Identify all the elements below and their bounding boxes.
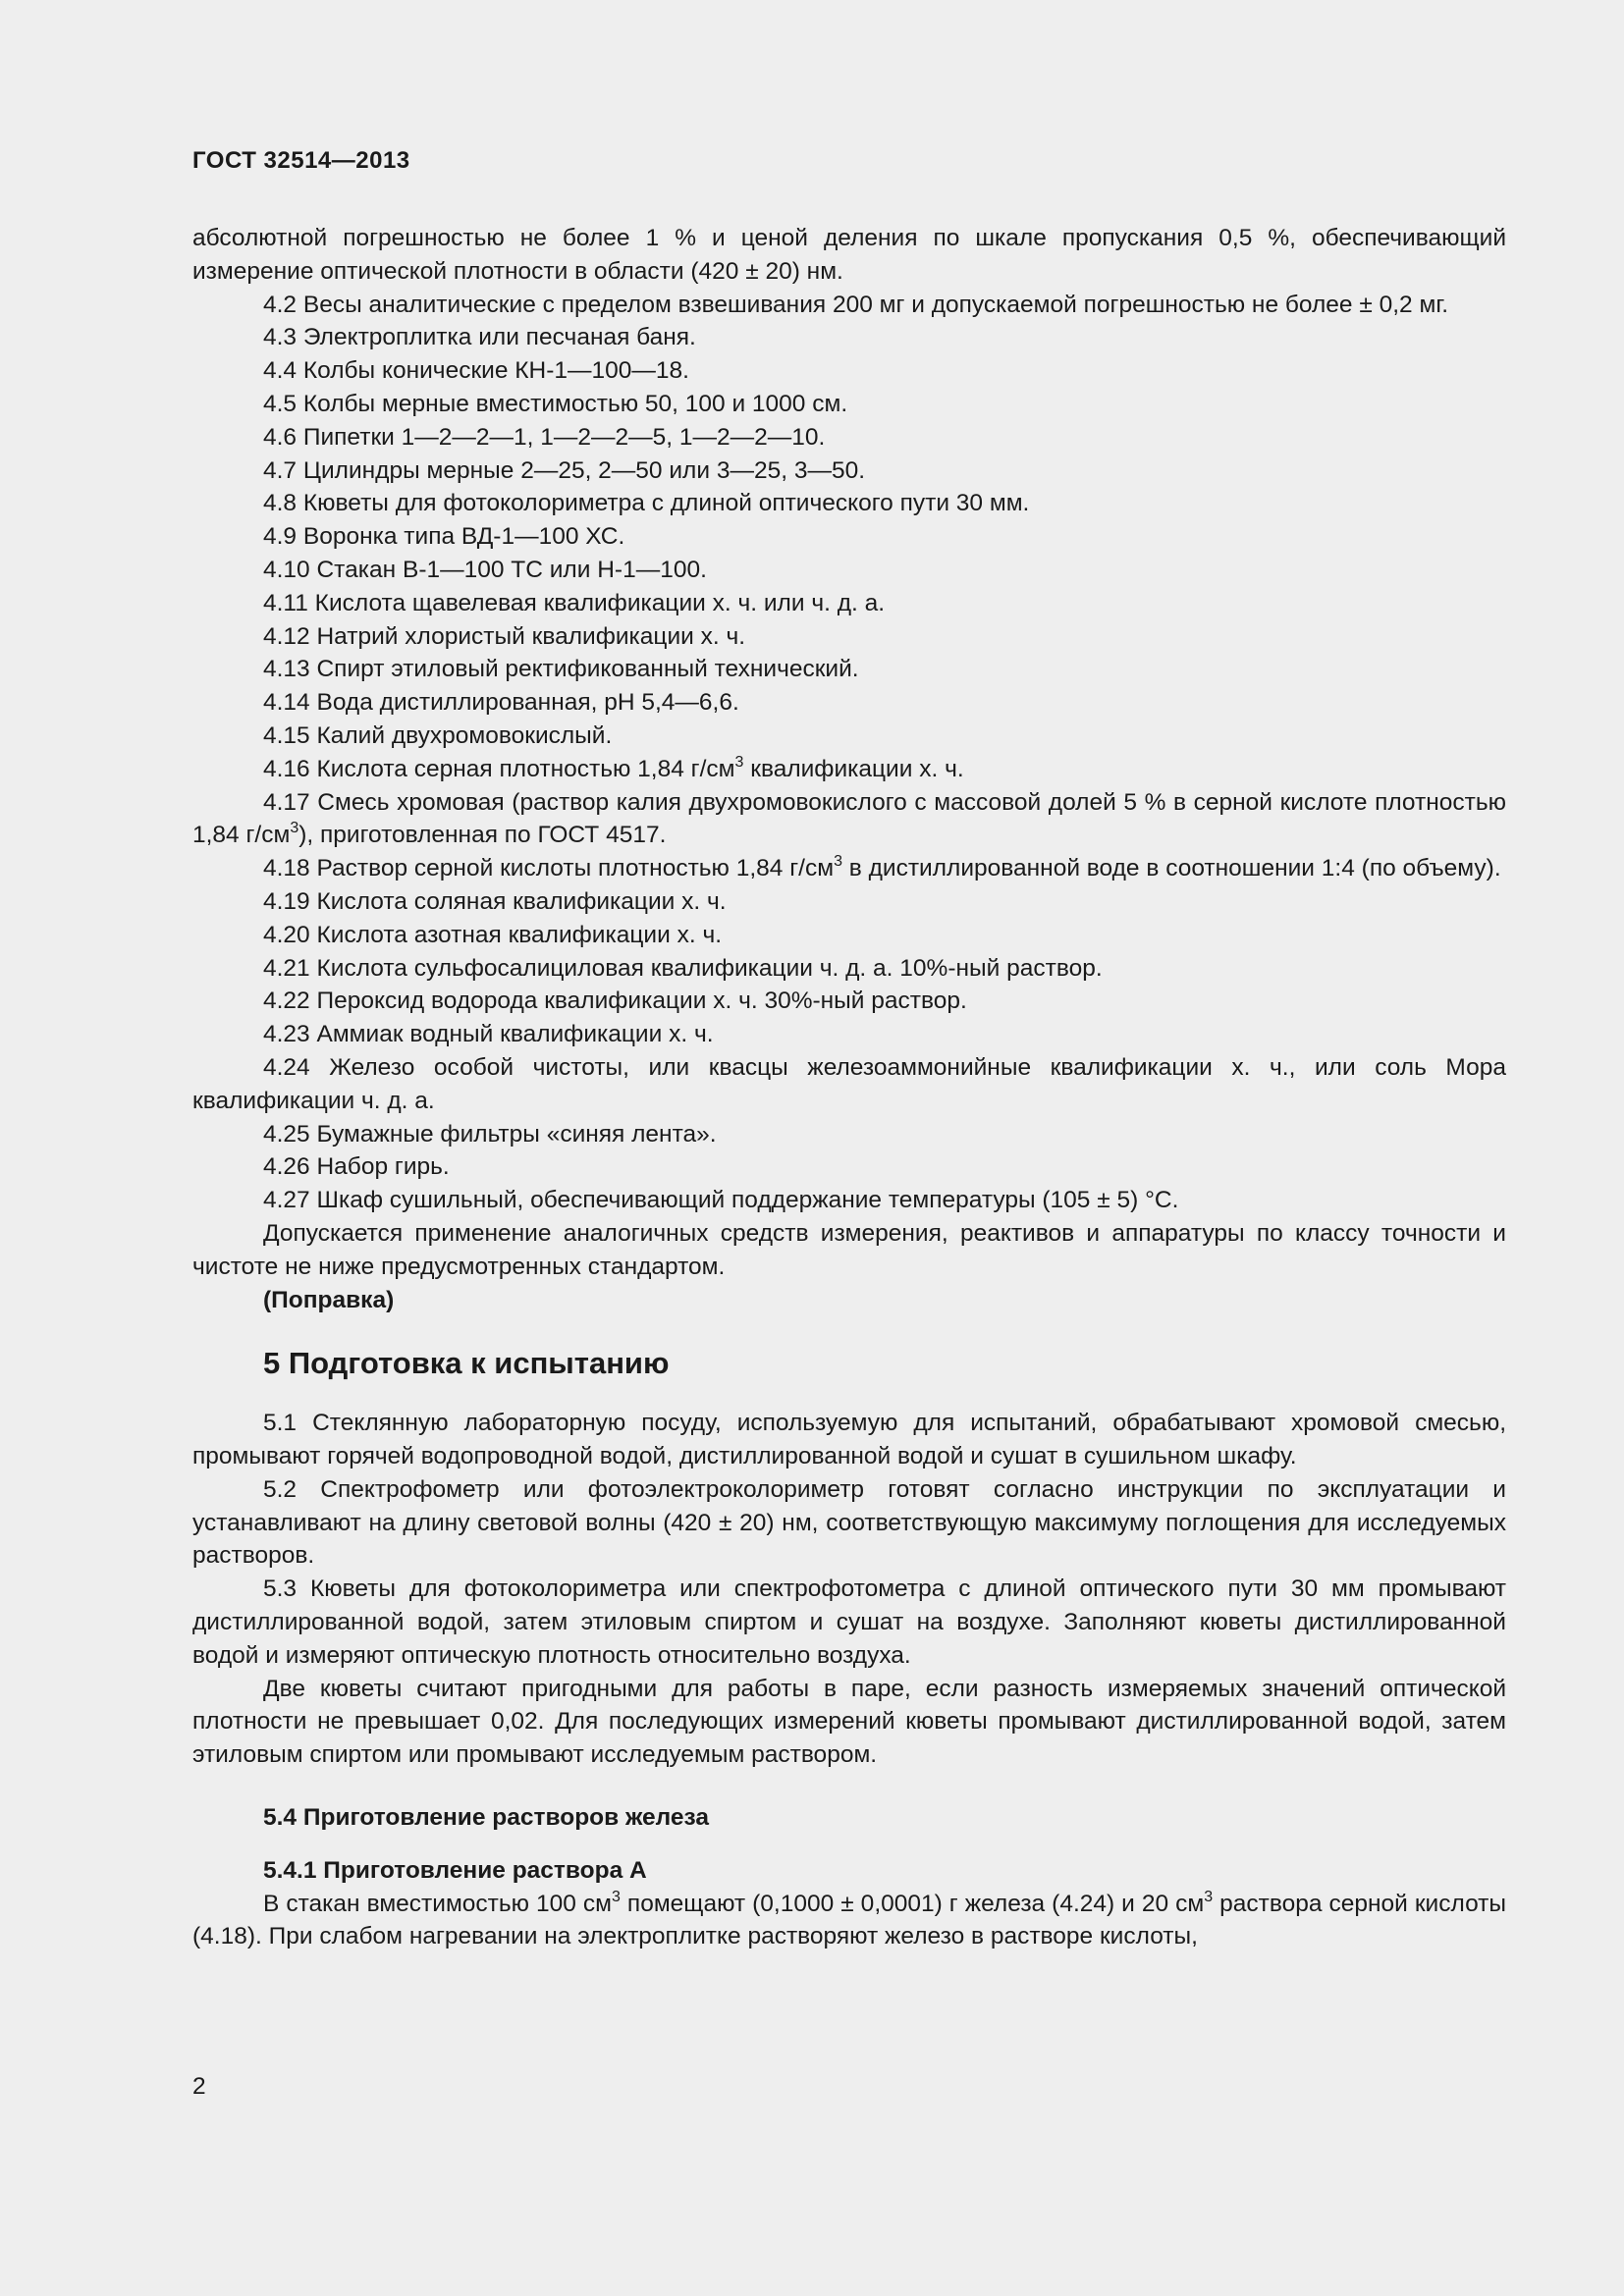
superscript: 3 (734, 753, 744, 771)
list-item: 4.13 Спирт этиловый ректификованный технический. (263, 656, 859, 683)
paragraph: 5.3 Кюветы для фотоколориметра или спектрофотометра с длиной оптического пути 30 мм промывают дистиллированной водой, затем этиловым спиртом и сушат на воздухе. Заполняют кюветы дистиллированной водой и измеряют оптическую плотность относительно воздуха. (192, 1575, 1506, 1669)
list-item: 4.8 Кюветы для фотоколориметра с длиной оптического пути 30 мм. (263, 490, 1030, 517)
correction-note: (Поправка) (263, 1286, 395, 1313)
paragraph: абсолютной погрешностью не более 1 % и ценой деления по шкале пропускания 0,5 %, обеспечивающий измерение оптической плотности в области (420 ± 20) нм. (192, 225, 1506, 285)
list-item: 4.12 Натрий хлористый квалификации х. ч. (263, 622, 746, 650)
list-item: 4.10 Стакан В-1—100 ТС или Н-1—100. (263, 556, 707, 583)
list-item: 4.5 Колбы мерные вместимостью 50, 100 и 1000 см. (263, 390, 848, 417)
list-item: 4.9 Воронка типа ВД-1—100 ХС. (263, 523, 625, 551)
document-header: ГОСТ 32514—2013 (192, 147, 410, 174)
list-item: 4.26 Набор гирь. (263, 1153, 450, 1181)
list-item: 4.22 Пероксид водорода квалификации х. ч. 30%-ный раствор. (263, 988, 967, 1015)
list-item: 4.27 Шкаф сушильный, обеспечивающий поддержание температуры (105 ± 5) °С. (263, 1187, 1179, 1214)
text: В стакан вместимостью 100 см (263, 1890, 613, 1917)
list-item: 4.14 Вода дистиллированная, pH 5,4—6,6. (263, 689, 739, 717)
paragraph: Две кюветы считают пригодными для работы в паре, если разность измеряемых значений оптической плотности не превышает 0,02. Для последующих измерений кюветы промывают дистиллированной водой, затем этиловым спиртом или промывают исследуемым раствором. (192, 1675, 1506, 1769)
list-item (192, 753, 1506, 786)
text: ), приготовленная по ГОСТ 4517. (298, 822, 667, 849)
list-item: 4.11 Кислота щавелевая квалификации х. ч. или ч. д. а. (263, 589, 886, 616)
paragraph: Допускается применение аналогичных средств измерения, реактивов и аппаратуры по классу точности и чистоте не ниже предусмотренных стандартом. (192, 1219, 1506, 1280)
page-number: 2 (192, 2073, 206, 2100)
section-heading: 5 Подготовка к испытанию (263, 1346, 670, 1381)
list-item: 4.21 Кислота сульфосалициловая квалификации ч. д. а. 10%-ный раствор. (263, 954, 1103, 982)
paragraph: 5.1 Стеклянную лабораторную посуду, используемую для испытаний, обрабатывают хромовой смесью, промывают горячей водопроводной водой, дистиллированной водой и сушат в сушильном шкафу. (192, 1410, 1506, 1470)
list-item: 4.20 Кислота азотная квалификации х. ч. (263, 921, 723, 948)
list-item: 4.3 Электроплитка или песчаная баня. (263, 324, 696, 351)
text: 4.16 Кислота серная плотностью 1,84 г/см (263, 755, 735, 782)
text: 4.18 Раствор серной кислоты плотностью 1,84 г/см (263, 855, 835, 882)
list-item: 4.6 Пипетки 1—2—2—1, 1—2—2—5, 1—2—2—10. (263, 423, 826, 451)
list-item: 4.24 Железо особой чистоты, или квасцы железоаммонийные квалификации х. ч., или соль Мора квалификации ч. д. а. (192, 1053, 1506, 1114)
text: в дистиллированной воде в соотношении 1:4 (по объему). (841, 855, 1501, 882)
superscript: 3 (290, 820, 299, 837)
list-item: 4.4 Колбы конические КН-1—100—18. (263, 357, 689, 385)
list-item (192, 786, 1506, 853)
superscript: 3 (834, 853, 842, 871)
text: помещают (0,1000 ± 0,0001) г железа (4.24) и 20 см (620, 1890, 1205, 1917)
document-body (192, 222, 1506, 1953)
list-item: 4.2 Весы аналитические с пределом взвешивания 200 мг и допускаемой погрешностью не более ± 0,2 мг. (263, 291, 1449, 318)
text: 4.17 Смесь хромовая (раствор калия двухромовокислого с массовой долей 5 % в серной кислоте плотностью 1,84 г/см (192, 788, 1506, 849)
list-item: 4.7 Цилиндры мерные 2—25, 2—50 или 3—25, 3—50. (263, 456, 866, 484)
text: раствора серной кислоты (4.18). При слабом нагревании на электроплитке растворяют железо в растворе кислоты, (192, 1890, 1506, 1950)
text: квалификации х. ч. (743, 755, 964, 782)
superscript: 3 (1204, 1888, 1214, 1905)
list-item: 4.15 Калий двухромовокислый. (263, 721, 613, 749)
list-item: 4.23 Аммиак водный квалификации х. ч. (263, 1021, 714, 1048)
paragraph: 5.2 Спектрофометр или фотоэлектроколориметр готовят согласно инструкции по эксплуатации и устанавливают на длину световой волны (420 ± 20) нм, соответствующую максимуму поглощения для исследуемых растворов. (192, 1475, 1506, 1570)
list-item (192, 852, 1506, 885)
list-item: 4.25 Бумажные фильтры «синяя лента». (263, 1120, 717, 1148)
list-item: 4.19 Кислота соляная квалификации х. ч. (263, 887, 727, 915)
subsubsection-heading: 5.4.1 Приготовление раствора А (263, 1856, 647, 1884)
paragraph (192, 1888, 1506, 1954)
subsection-heading: 5.4 Приготовление растворов железа (263, 1804, 710, 1832)
superscript: 3 (612, 1888, 621, 1905)
